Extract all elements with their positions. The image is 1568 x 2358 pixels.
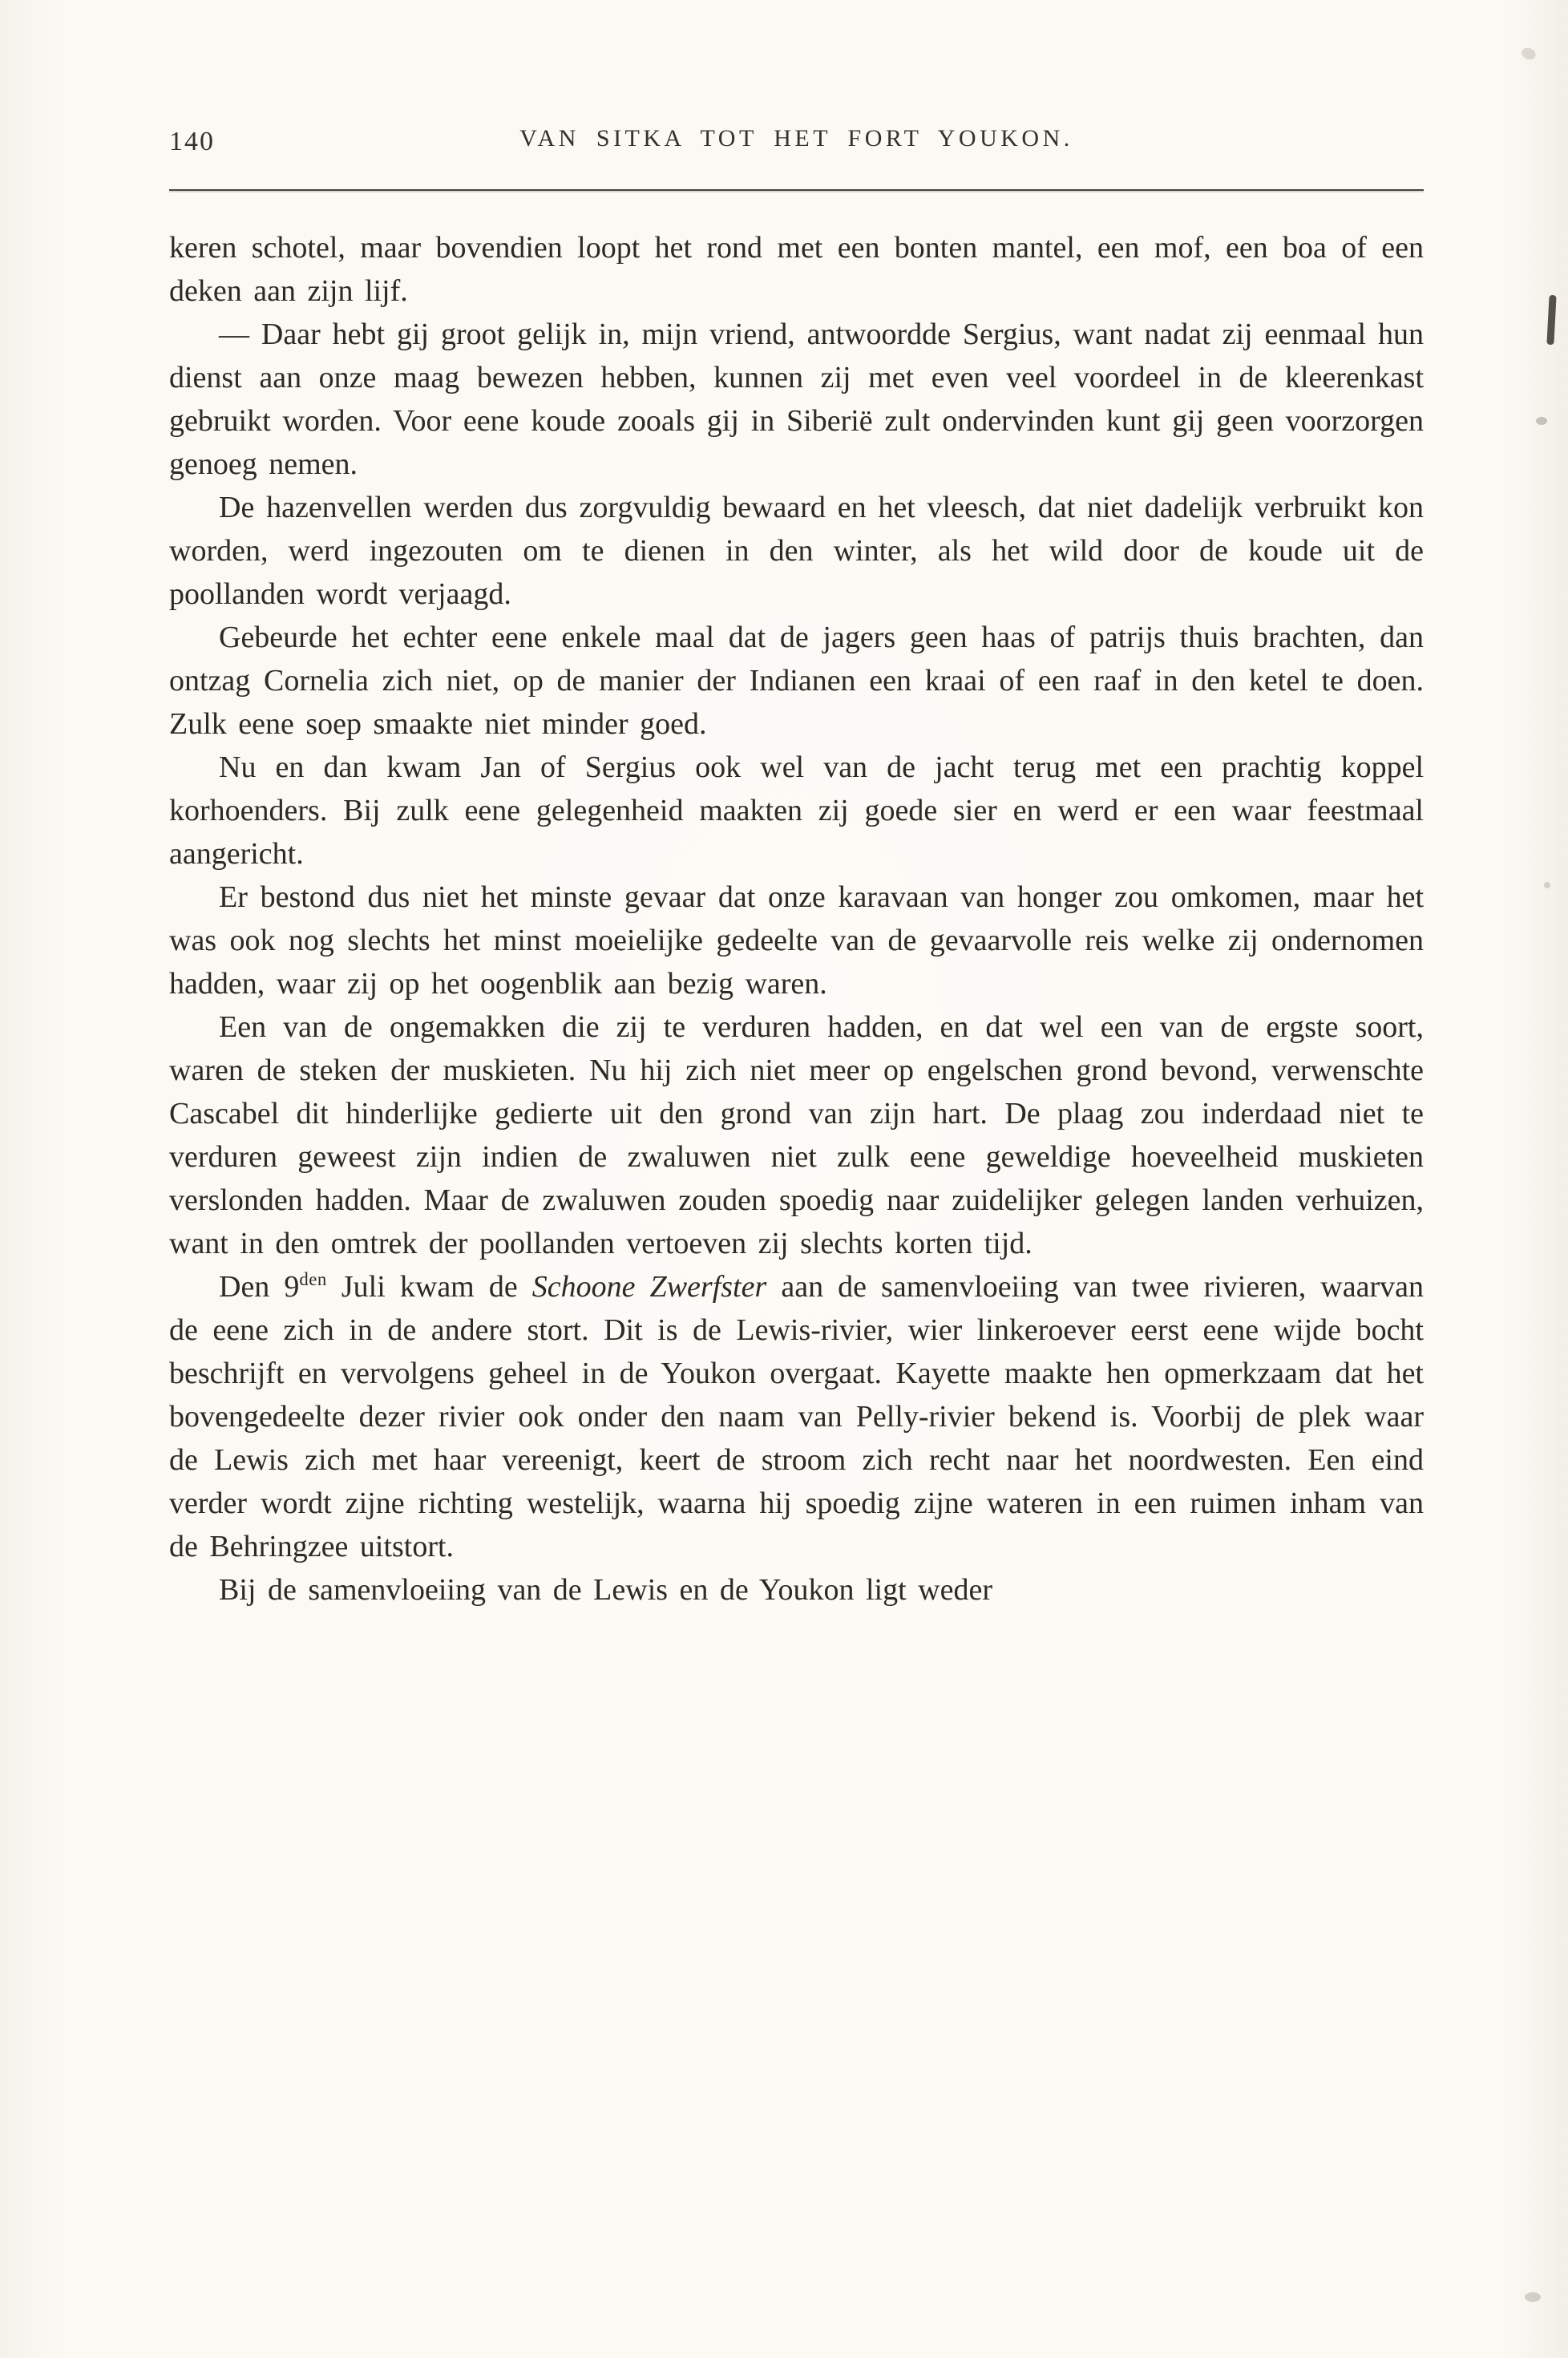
paragraph	[169, 1568, 1424, 1612]
page-number: 140	[169, 127, 215, 156]
text-run: Juli kwam de	[326, 1270, 532, 1304]
page-body	[169, 226, 1424, 1612]
text-run: — Daar hebt gij groot gelijk in, mijn vriend, antwoordde Sergius, want nadat zij eenmaal hun dienst aan onze maag bewezen hebben, kunnen zij met even veel voordeel in de kleerenkast gebruikt worden. Voor eene koude zooals gij in Siberië zult ondervinden kunt gij geen voorzorgen genoeg nemen.	[169, 318, 1424, 481]
scan-artifact-speck	[1544, 882, 1550, 888]
scan-artifact-speck	[1525, 2292, 1541, 2302]
text-run: Bij de samenvloeiing van de Lewis en de Youkon ligt weder	[219, 1573, 993, 1607]
text-run: Een van de ongemakken die zij te verduren hadden, en dat wel een van de ergste soort, waren de steken der muskieten. Nu hij zich niet meer op engelschen grond bevond, verwenschte Cascabel dit hinderlijke gedierte uit den grond van zijn hart. De plaag zou inderdaad niet te verduren geweest zijn indien de zwaluwen niet zulk eene geweldige hoeveelheid muskieten verslonden hadden. Maar de zwaluwen zouden spoedig naar zuidelijker gelegen landen verhuizen, want in den omtrek der poollanden vertoeven zij slechts korten tijd.	[169, 1010, 1424, 1260]
paragraph	[169, 1265, 1424, 1568]
page-header	[169, 125, 1424, 160]
text-run: Gebeurde het echter eene enkele maal dat de jagers geen haas of patrijs thuis brachten, dan ontzag Cornelia zich niet, op de manier der Indianen een kraai of een raaf in den ketel te doen. Zulk eene soep smaakte niet minder goed.	[169, 621, 1424, 741]
header-rule	[169, 189, 1424, 191]
italic-text: Schoone Zwerfster	[531, 1270, 767, 1304]
text-run: aan de samenvloeiing van twee rivieren, waarvan de eene zich in de andere stort. Dit is de Lewis-rivier, wier linkeroever eerst eene wijde bocht beschrijft en vervolgens geheel in de Youkon overgaat. Kayette maakte hen opmerkzaam dat het bovengedeelte dezer rivier ook onder den naam van Pelly-rivier bekend is. Voorbij de plek waar de Lewis zich met haar vereenigt, keert de stroom zich recht naar het noordwesten. Een eind verder wordt zijne richting westelijk, waarna hij spoedig zijne wateren in een ruimen inham van de Behringzee uitstort.	[169, 1270, 1424, 1563]
scan-artifact-speck	[1536, 417, 1547, 425]
paragraph	[169, 313, 1424, 486]
text-run: Er bestond dus niet het minste gevaar dat onze karavaan van honger zou omkomen, maar het was ook nog slechts het minst moeielijke gedeelte van de gevaarvolle reis welke zij ondernomen hadden, waar zij op het oogenblik aan bezig waren.	[169, 880, 1424, 1001]
text-run: keren schotel, maar bovendien loopt het rond met een bonten mantel, een mof, een boa of een deken aan zijn lijf.	[169, 231, 1424, 308]
running-title: VAN SITKA TOT HET FORT YOUKON.	[519, 125, 1073, 152]
text-run: De hazenvellen werden dus zorgvuldig bewaard en het vleesch, dat niet dadelijk verbruikt kon worden, werd ingezouten om te dienen in den winter, als het wild door de koude uit de poollanden wordt verjaagd.	[169, 491, 1424, 611]
paragraph	[169, 616, 1424, 746]
paragraph	[169, 1005, 1424, 1265]
text-run: Nu en dan kwam Jan of Sergius ook wel van de jacht terug met een prachtig koppel korhoenders. Bij zulk eene gelegenheid maakten zij goede sier en werd er een waar feestmaal aangericht.	[169, 750, 1424, 871]
paragraph	[169, 876, 1424, 1005]
scan-artifact-speck	[1520, 46, 1538, 62]
superscript-text: den	[299, 1269, 327, 1289]
scan-artifact-ink-mark	[1546, 295, 1556, 345]
paragraph	[169, 746, 1424, 876]
paragraph	[169, 486, 1424, 616]
text-run: Den 9	[219, 1270, 300, 1304]
paragraph	[169, 226, 1424, 313]
